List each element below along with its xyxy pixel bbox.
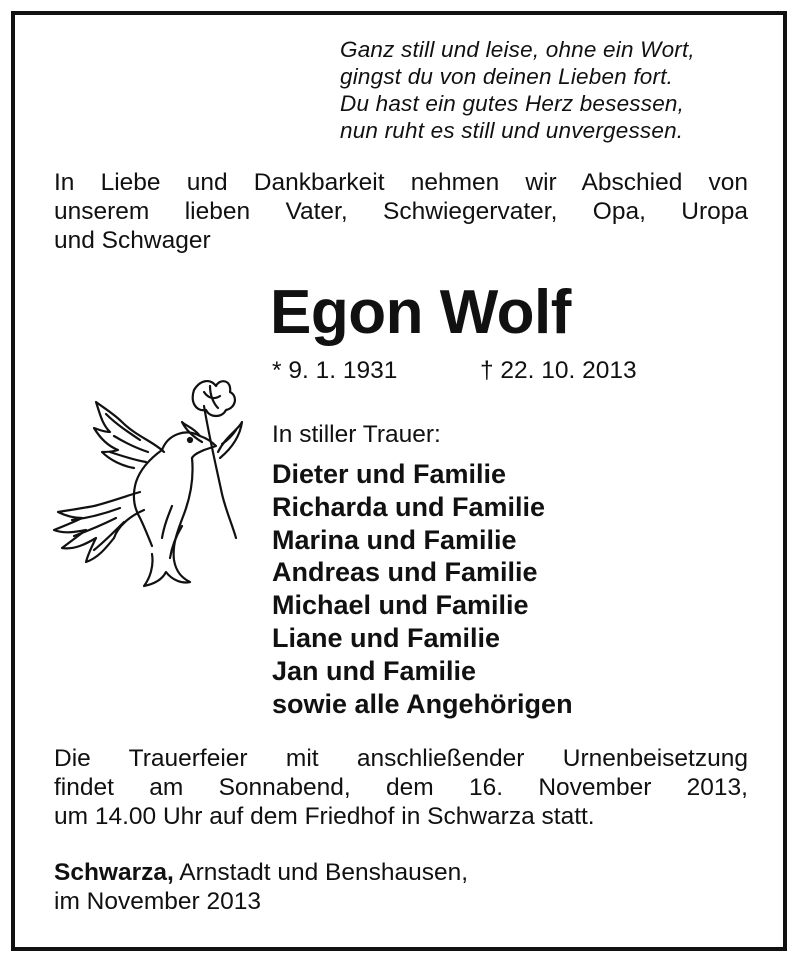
mourner-entry: sowie alle Angehörigen xyxy=(272,688,573,719)
mourner-entry: Marina und Familie xyxy=(272,524,517,555)
deceased-name: Egon Wolf xyxy=(270,278,571,347)
mourner-entry: Michael und Familie xyxy=(272,590,529,621)
signature-block xyxy=(54,858,748,916)
poem-line: Du hast ein gutes Herz besessen, xyxy=(340,91,685,116)
mourner-entry: Andreas und Familie xyxy=(272,557,538,588)
death-date: † 22. 10. 2013 xyxy=(480,357,637,384)
birth-date: * 9. 1. 1931 xyxy=(272,357,398,384)
ceremony-line: findet am Sonnabend, dem 16. November 2013, xyxy=(54,774,748,801)
intro-line: und Schwager xyxy=(54,227,211,254)
signature-place-bold: Schwarza, xyxy=(54,859,174,886)
farewell-intro xyxy=(54,168,748,255)
mourner-entry: Jan und Familie xyxy=(272,655,477,686)
poem xyxy=(340,36,760,144)
mourners-list xyxy=(272,458,573,720)
poem-line: Ganz still und leise, ohne ein Wort, xyxy=(340,37,695,62)
intro-line: In Liebe und Dankbarkeit nehmen wir Abschied von xyxy=(54,169,748,196)
ceremony-line: um 14.00 Uhr auf dem Friedhof in Schwarza statt. xyxy=(54,803,595,830)
ceremony-line: Die Trauerfeier mit anschließender Urnenbeisetzung xyxy=(54,745,748,772)
mourner-entry: Richarda und Familie xyxy=(272,491,546,522)
mourner-entry: Liane und Familie xyxy=(272,622,501,653)
signature-date: im November 2013 xyxy=(54,888,261,915)
mourning-label: In stiller Trauer: xyxy=(272,421,441,448)
dove-with-flower-icon xyxy=(44,366,254,590)
mourner-entry: Dieter und Familie xyxy=(272,459,507,489)
funeral-details xyxy=(54,744,748,831)
intro-line: unserem lieben Vater, Schwiegervater, Opa, Uropa xyxy=(54,198,748,225)
poem-line: gingst du von deinen Lieben fort. xyxy=(340,64,674,89)
signature-places xyxy=(54,858,748,887)
poem-line: nun ruht es still und unvergessen. xyxy=(340,118,684,143)
signature-places-rest: Arnstadt und Benshausen, xyxy=(173,859,469,886)
